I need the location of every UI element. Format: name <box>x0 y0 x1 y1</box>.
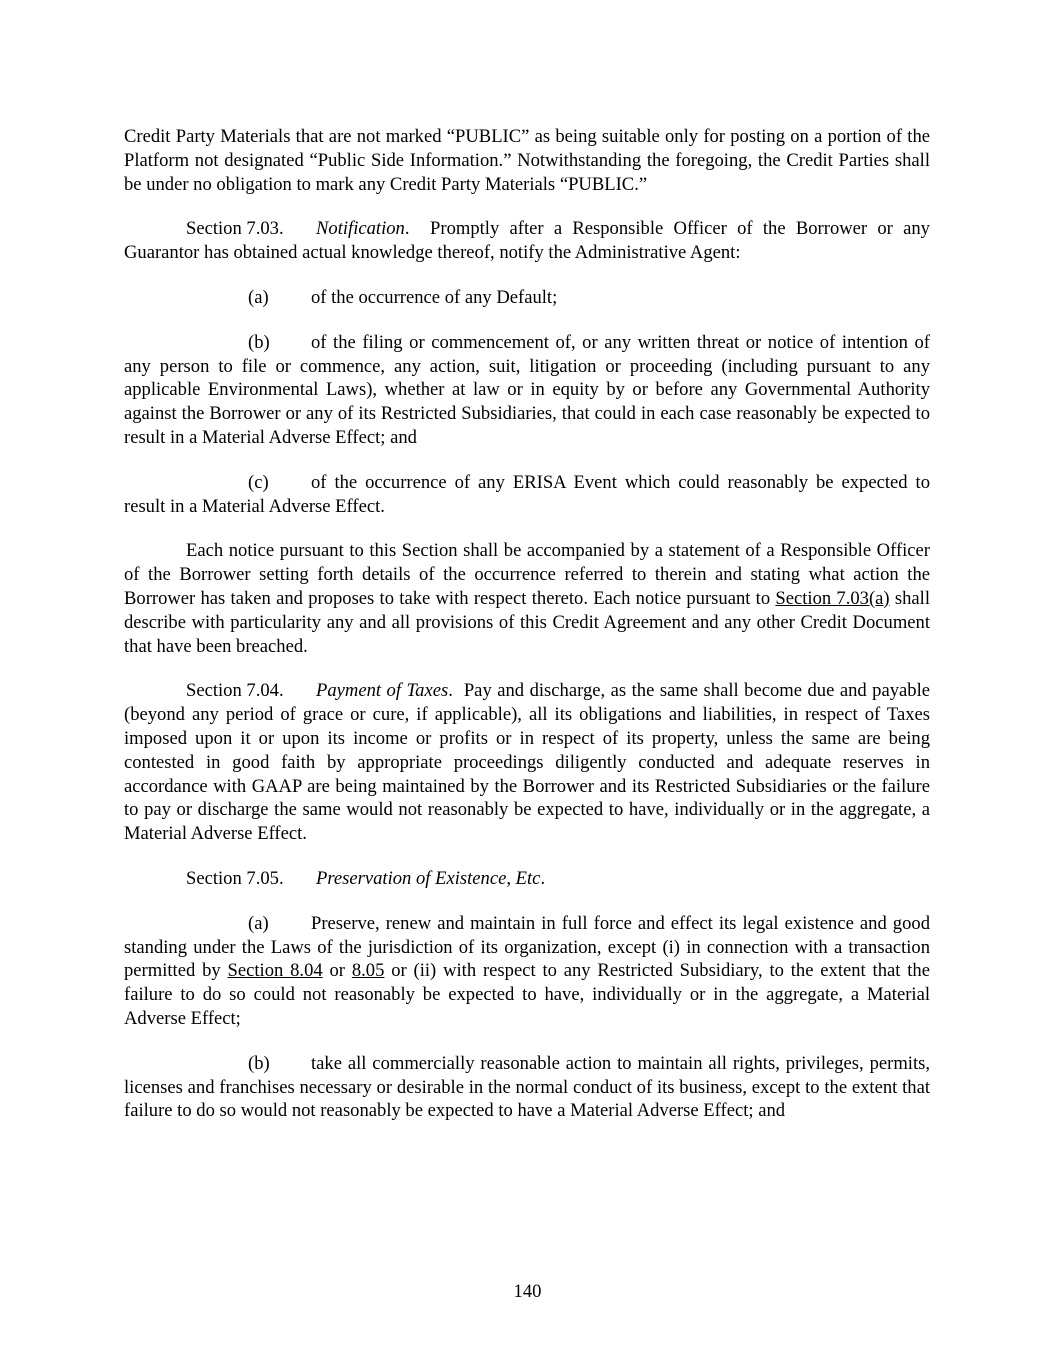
item-a-text-1: Preserve, renew and maintain in full force and effect its legal existence and good standing under the Laws of the jurisdiction of its organization, except (i) in connection with a transaction permitted by <box>124 912 930 982</box>
section-7-05-title: Preservation of Existence, Etc <box>316 867 541 889</box>
section-7-05-heading-paragraph: Section 7.05. Preservation of Existence, Etc. <box>186 867 546 889</box>
notice-text-2: shall describe with particularity any and all provisions of this Credit Agreement and any other Credit Document that have been breached. <box>124 587 930 657</box>
item-text: of the occurrence of any Default; <box>311 286 558 308</box>
item-label: (b) <box>248 331 270 353</box>
section-7-04-body: Pay and discharge, as the same shall become due and payable (beyond any period of grace or cure, if applicable), all its obligations and liabilities, in respect of Taxes imposed upon it or upon its income or profits or in respect of its property, unless the same are being contested in good faith by appropriate proceedings diligently conducted and adequate reserves in accordance with GAAP are being maintained by the Borrower and its Restricted Subsidiaries or the failure to pay or discharge the same would not reasonably be expected to have, individually or in the aggregate, a Material Adverse Effect. <box>124 680 930 845</box>
section-7-05-item-a <box>124 912 930 1031</box>
section-7-03-title: Notification <box>316 218 405 240</box>
page-number: 140 <box>513 1281 542 1302</box>
item-label: (a) <box>248 912 269 934</box>
section-7-04-paragraph: Section 7.04. Payment of Taxes. Pay and discharge, as the same shall become due and payable (beyond any period of grace or cure, if applicable), all its obligations and liabilities, in respect of Taxes imposed upon it or upon its income or profits or in respect of its property, unless the same are being contested in good faith by appropriate proceedings diligently conducted and adequate reserves in accordance with GAAP are being maintained by the Borrower and its Restricted Subsidiaries or the failure to pay or discharge the same would not reasonably be expected to have, individually or in the aggregate, a Material Adverse Effect. <box>124 680 930 845</box>
section-8-05-reference: 8.05 <box>351 960 385 982</box>
section-7-04-number: Section 7.04. <box>186 680 284 702</box>
notice-text-1: Each notice pursuant to this Section shall be accompanied by a statement of a Responsible Officer of the Borrower setting forth details of the occurrence referred to therein and stating what action the Borrower has taken and proposes to take with respect thereto. Each notice pursuant to <box>124 540 930 609</box>
page-body <box>124 125 930 1144</box>
section-7-04-title: Payment of Taxes <box>316 680 449 702</box>
section-7-03-item-c <box>124 471 930 519</box>
item-text: of the filing or commencement of, or any written threat or notice of intention of any person to file or commence, any action, suit, litigation or proceeding (including pursuant to any applicable Environmental Laws), whether at law or in equity by or before any Governmental Authority against the Borrower or any of its Restricted Subsidiaries, that could in each case reasonably be expected to result in a Material Adverse Effect; and <box>124 331 930 448</box>
section-7-03-item-a <box>124 286 930 310</box>
carryover-text: Credit Party Materials that are not marked “PUBLIC” as being suitable only for posting on a portion of the Platform not designated “Public Side Information.” Notwithstanding the foregoing, the Credit Parties shall be under no obligation to mark any Credit Party Materials “PUBLIC.” <box>124 126 930 195</box>
item-a-text-2: or (ii) with respect to any Restricted Subsidiary, to the extent that the failure to do so could not reasonably be expected to have, individually or in the aggregate, a Material Adverse Effect; <box>124 960 930 1029</box>
item-label: (b) <box>248 1052 270 1074</box>
section-7-03-heading-paragraph: Section 7.03. Notification. Promptly after a Responsible Officer of the Borrower or any Guarantor has obtained actual knowledge thereof, notify the Administrative Agent: <box>124 218 930 264</box>
item-text: of the occurrence of any ERISA Event which could reasonably be expected to result in a Material Adverse Effect. <box>124 471 930 517</box>
section-7-03-item-b <box>124 331 930 450</box>
item-b-text: take all commercially reasonable action to maintain all rights, privileges, permits, licenses and franchises necessary or desirable in the normal conduct of its business, except to the extent that failure to do so would not reasonably be expected to have a Material Adverse Effect; and <box>124 1052 930 1122</box>
section-7-05-number: Section 7.05. <box>186 867 284 889</box>
section-7-03-notice-paragraph <box>124 539 930 658</box>
item-label: (c) <box>248 471 269 493</box>
section-7-03a-reference: Section 7.03(a) <box>775 587 890 609</box>
item-label: (a) <box>248 286 269 308</box>
section-7-03-body: Promptly after a Responsible Officer of the Borrower or any Guarantor has obtained actual knowledge thereof, notify the Administrative Agent: <box>124 218 930 264</box>
section-8-04-reference: Section 8.04 <box>227 960 323 982</box>
section-7-05-item-b <box>124 1052 930 1123</box>
item-a-or: or <box>322 960 352 982</box>
section-7-03-number: Section 7.03. <box>186 218 284 240</box>
carryover-paragraph <box>124 125 930 196</box>
